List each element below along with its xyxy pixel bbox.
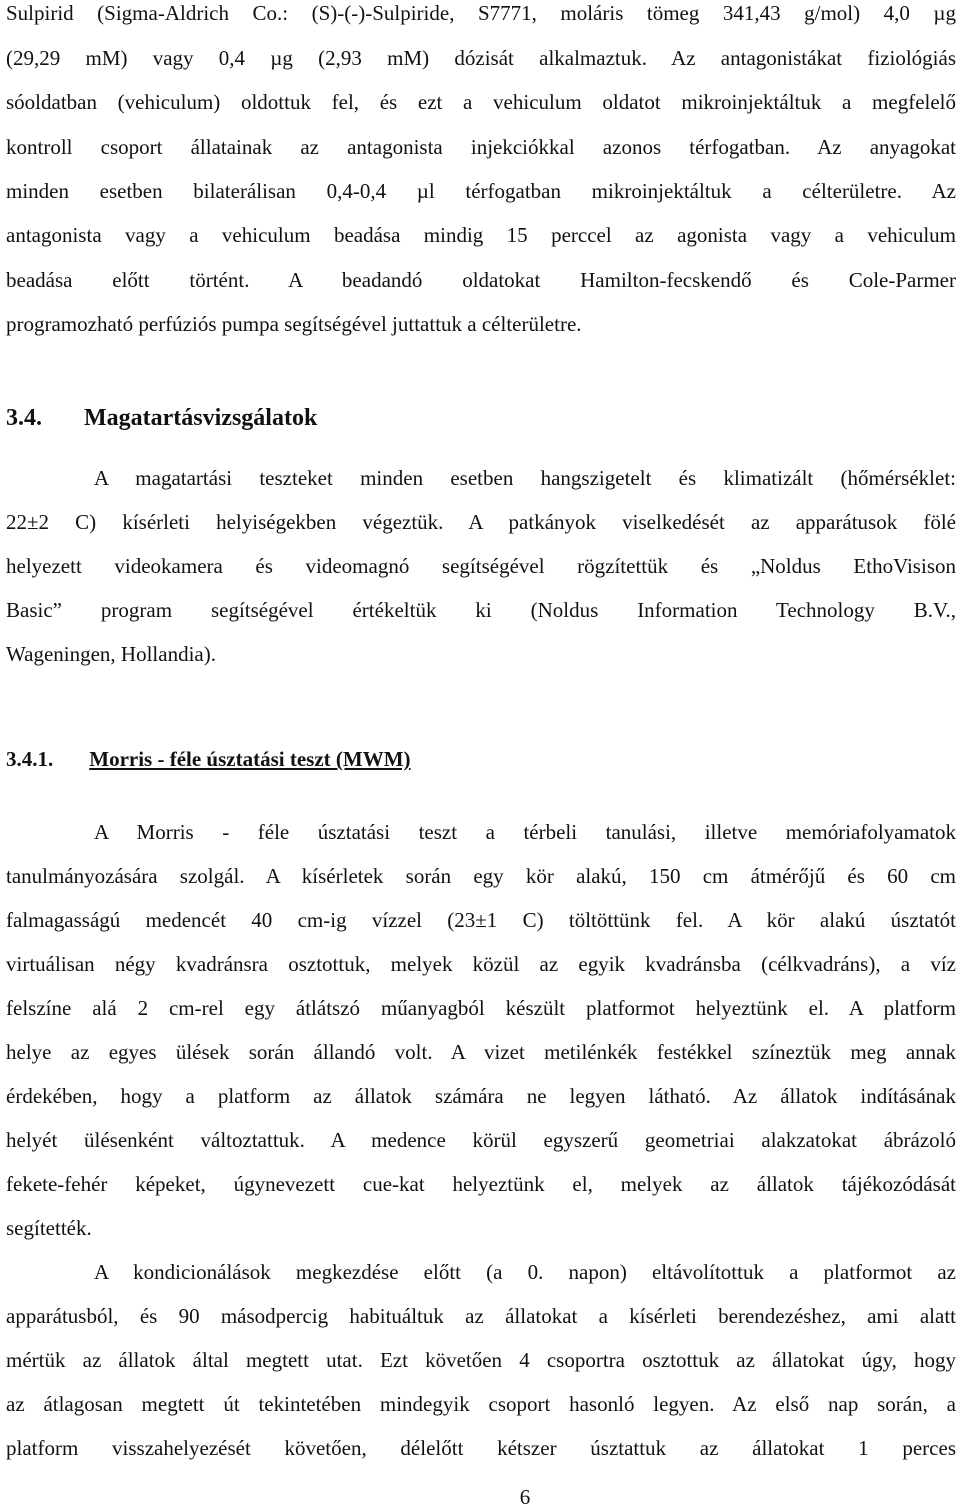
text-line: beadása előtt történt. A beadandó oldatokat Hamilton-fecskendő és Cole-Parmer xyxy=(6,268,956,292)
text-line: A magatartási teszteket minden esetben hangszigetelt és klimatizált (hőmérséklet: xyxy=(94,466,956,490)
text-line: 22±2 C) kísérleti helyiségekben végeztük. A patkányok viselkedését az apparátusok fölé xyxy=(6,510,956,534)
text-line: sóoldatban (vehiculum) oldottuk fel, és ezt a vehiculum oldatot mikroinjektáltuk a megfelelő xyxy=(6,90,956,114)
section-title: Magatartásvizsgálatok xyxy=(84,405,318,431)
text-line: Wageningen, Hollandia). xyxy=(6,642,216,666)
text-line: segítették. xyxy=(6,1216,92,1240)
text-line: fekete-fehér képeket, úgynevezett cue-kat helyeztünk el, melyek az állatok tájékozódását xyxy=(6,1172,956,1196)
text-line: tanulmányozására szolgál. A kísérletek során egy kör alakú, 150 cm átmérőjű és 60 cm xyxy=(6,864,956,888)
text-line: A kondicionálások megkezdése előtt (a 0. napon) eltávolítottuk a platformot az xyxy=(94,1260,956,1284)
text-line: platform visszahelyezését követően, délelőtt kétszer úsztattuk az állatokat 1 perces xyxy=(6,1436,956,1460)
page-number: 6 xyxy=(519,1485,531,1509)
subsection-number: 3.4.1. xyxy=(6,747,54,771)
text-line: helyezett videokamera és videomagnó segítségével rögzítettük és „Noldus EthoVisison xyxy=(6,554,956,578)
text-line: érdekében, hogy a platform az állatok számára ne legyen látható. Az állatok indításának xyxy=(6,1084,956,1108)
text-line: programozható perfúziós pumpa segítségével juttattuk a célterületre. xyxy=(6,312,582,336)
text-line: falmagasságú medencét 40 cm-ig vízzel (23±1 C) töltöttünk fel. A kör alakú úsztatót xyxy=(6,908,956,932)
section-number: 3.4. xyxy=(6,405,42,431)
text-line: apparátusból, és 90 másodpercig habituáltuk az állatokat a kísérleti berendezéshez, ami alatt xyxy=(6,1304,956,1328)
text-line: mértük az állatok által megtett utat. Ezt követően 4 csoportra osztottuk az állatokat úgy, hogy xyxy=(6,1348,956,1372)
subsection-title: Morris - féle úsztatási teszt (MWM) xyxy=(89,747,411,771)
text-line: helyét ülésenként változtattuk. A medence körül egyszerű geometriai alakzatokat ábrázoló xyxy=(6,1128,956,1152)
text-line: helye az egyes ülések során állandó volt. A vizet metilénkék festékkel színeztük meg annak xyxy=(6,1040,956,1064)
text-line: Sulpirid (Sigma-Aldrich Co.: (S)-(-)-Sulpiride, S7771, moláris tömeg 341,43 g/mol) 4,0 µg xyxy=(6,1,956,25)
text-line: Basic” program segítségével értékeltük ki (Noldus Information Technology B.V., xyxy=(6,598,956,622)
section-heading xyxy=(6,405,956,431)
text-line: minden esetben bilaterálisan 0,4-0,4 µl térfogatban mikroinjektáltuk a célterületre. Az xyxy=(6,179,956,203)
text-line: felszíne alá 2 cm-rel egy átlátszó műanyagból készült platformot helyeztünk el. A platform xyxy=(6,996,956,1020)
text-line: (29,29 mM) vagy 0,4 µg (2,93 mM) dózisát alkalmaztuk. Az antagonistákat fiziológiás xyxy=(6,46,956,70)
text-line: kontroll csoport állatainak az antagonista injekciókkal azonos térfogatban. Az anyagokat xyxy=(6,135,956,159)
text-line: virtuálisan négy kvadránsra osztottuk, melyek közül az egyik kvadránsba (célkvadráns), a víz xyxy=(6,952,956,976)
subsection-heading xyxy=(6,746,956,772)
text-line: A Morris - féle úsztatási teszt a térbeli tanulási, illetve memóriafolyamatok xyxy=(94,820,956,844)
text-line: antagonista vagy a vehiculum beadása mindig 15 perccel az agonista vagy a vehiculum xyxy=(6,223,956,247)
text-line: az átlagosan megtett út tekintetében mindegyik csoport hasonló legyen. Az első nap során, a xyxy=(6,1392,956,1416)
